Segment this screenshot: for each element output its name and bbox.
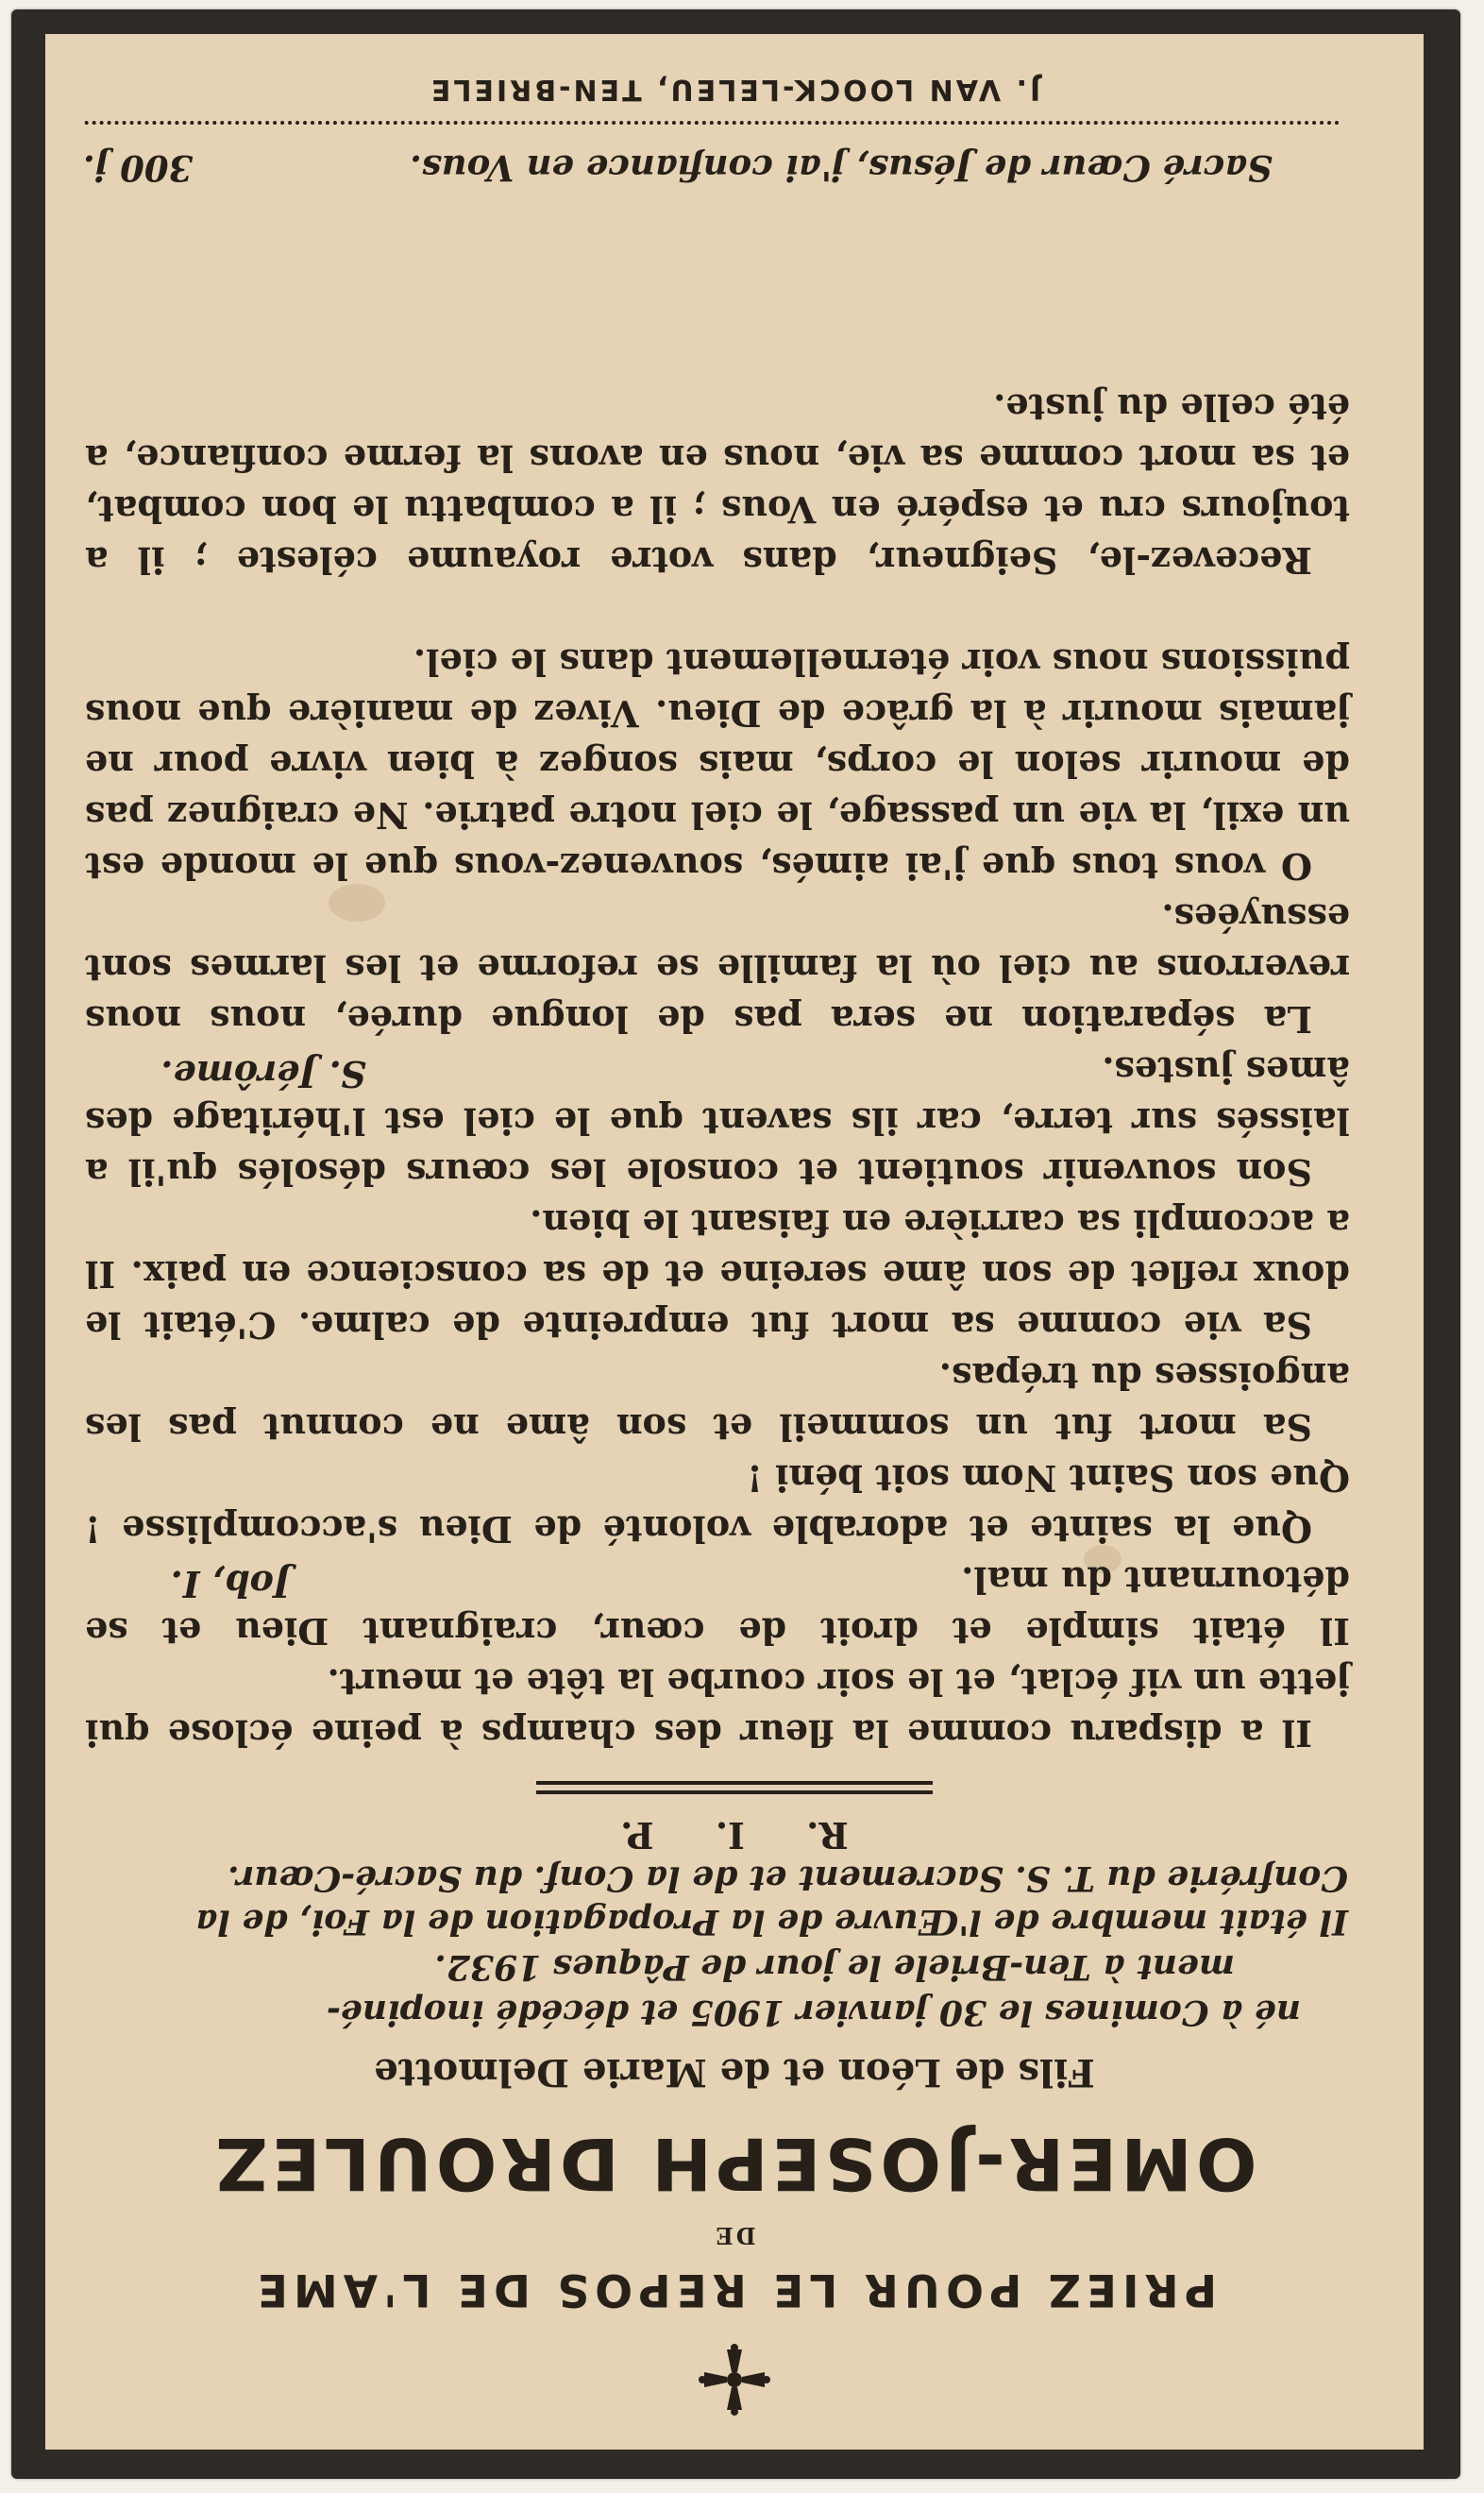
paragraph-souvenir: Son souvenir soutient et console les cœurs désolés qu'il a laissés sur terre, car ils savent que le ciel est l'héritage des âmes justes.	[85, 1049, 1350, 1194]
membership-line-1: Il était membre de l'Œuvre de la Propagation de la Foi, de la	[194, 1902, 1348, 1942]
cross-pattee-icon	[699, 2344, 770, 2416]
parents-line: Fils de Léon et de Marie Delmotte	[374, 2050, 1095, 2094]
paragraph-volonte: Que la sainte et adorable volonté de Dieu s'accomplisse ! Que son Saint Nom soit béni !	[85, 1457, 1350, 1551]
deceased-name: OMER-JOSEPH DROULEZ	[211, 2122, 1257, 2206]
prayer-line	[83, 147, 1273, 189]
paragraph-calme: Sa vie comme sa mort fut empreinte de calme. C'était le doux reflet de son âme sereine et de sa conscience en paix. Il a accompli sa carrière en faisant le bien.	[85, 1202, 1350, 1347]
paragraph-exil: O vous tous que j'ai aimés, souvenez-vous que le monde est un exil, la vie un passage, le ciel notre patrie. Ne craignez pas de mourir selon le corps, mais songez à bien vivre pour ne jamais mourir à la grâce de Dieu. Vivez de manière que nous puissions nous voir éternellement dans le ciel.	[85, 641, 1350, 888]
reference-jerome: S. Jérôme.	[160, 1053, 366, 1095]
paragraph-simple: Il était simple et droit de cœur, craignant Dieu et se détournant du mal.	[85, 1559, 1350, 1653]
paragraph-recevez: Recevez-le, Seigneur, dans votre royaume céleste ; il a toujours cru et espéré en Vous ; il a combattu le bon combat, et sa mort comme sa vie, nous en avons la ferme confiance, a été celle du juste.	[85, 386, 1350, 582]
birth-line-2: ment à Ten-Briele le jour de Pâques 1932.	[434, 1947, 1235, 1987]
paragraph-sommeil: Sa mort fut un sommeil et son âme ne connut pas les angoisses du trépas.	[85, 1355, 1350, 1449]
paragraph-separation: La séparation ne sera pas de longue durée, nous nous reverrons au ciel où la famille se reforme et les larmes sont essuyées.	[85, 896, 1350, 1041]
card-content-upside-down	[45, 34, 1424, 2450]
prayer-text: Sacré Cœur de Jésus, j'ai confiance en Vous.	[410, 147, 1273, 189]
card-paper	[45, 34, 1424, 2450]
indulgence-days: 300 j.	[83, 147, 194, 189]
header-text: PRIEZ POUR LE REPOS DE L'AME	[251, 2264, 1218, 2315]
paragraph-fleur: Il a disparu comme la fleur des champs à peine éclose qui jette un vif éclat, et le soir courbe la tête et meurt.	[85, 1661, 1350, 1755]
double-rule-divider	[536, 1781, 933, 1794]
dotted-divider	[83, 121, 1339, 125]
birth-line-1: né à Comines le 30 janvier 1905 et décédé inopiné-	[326, 1993, 1301, 2032]
de-text: DE	[713, 2222, 756, 2249]
rip-text: R. I. P.	[620, 1814, 849, 1857]
printer-credit: J. VAN LOOCK-LELEU, TEN-BRIELE	[428, 73, 1041, 106]
membership-line-2: Confrérie du T. S. Sacrement et de la Conf. du Sacré-Cœur.	[228, 1858, 1348, 1898]
reference-job: Job, I.	[170, 1563, 291, 1605]
